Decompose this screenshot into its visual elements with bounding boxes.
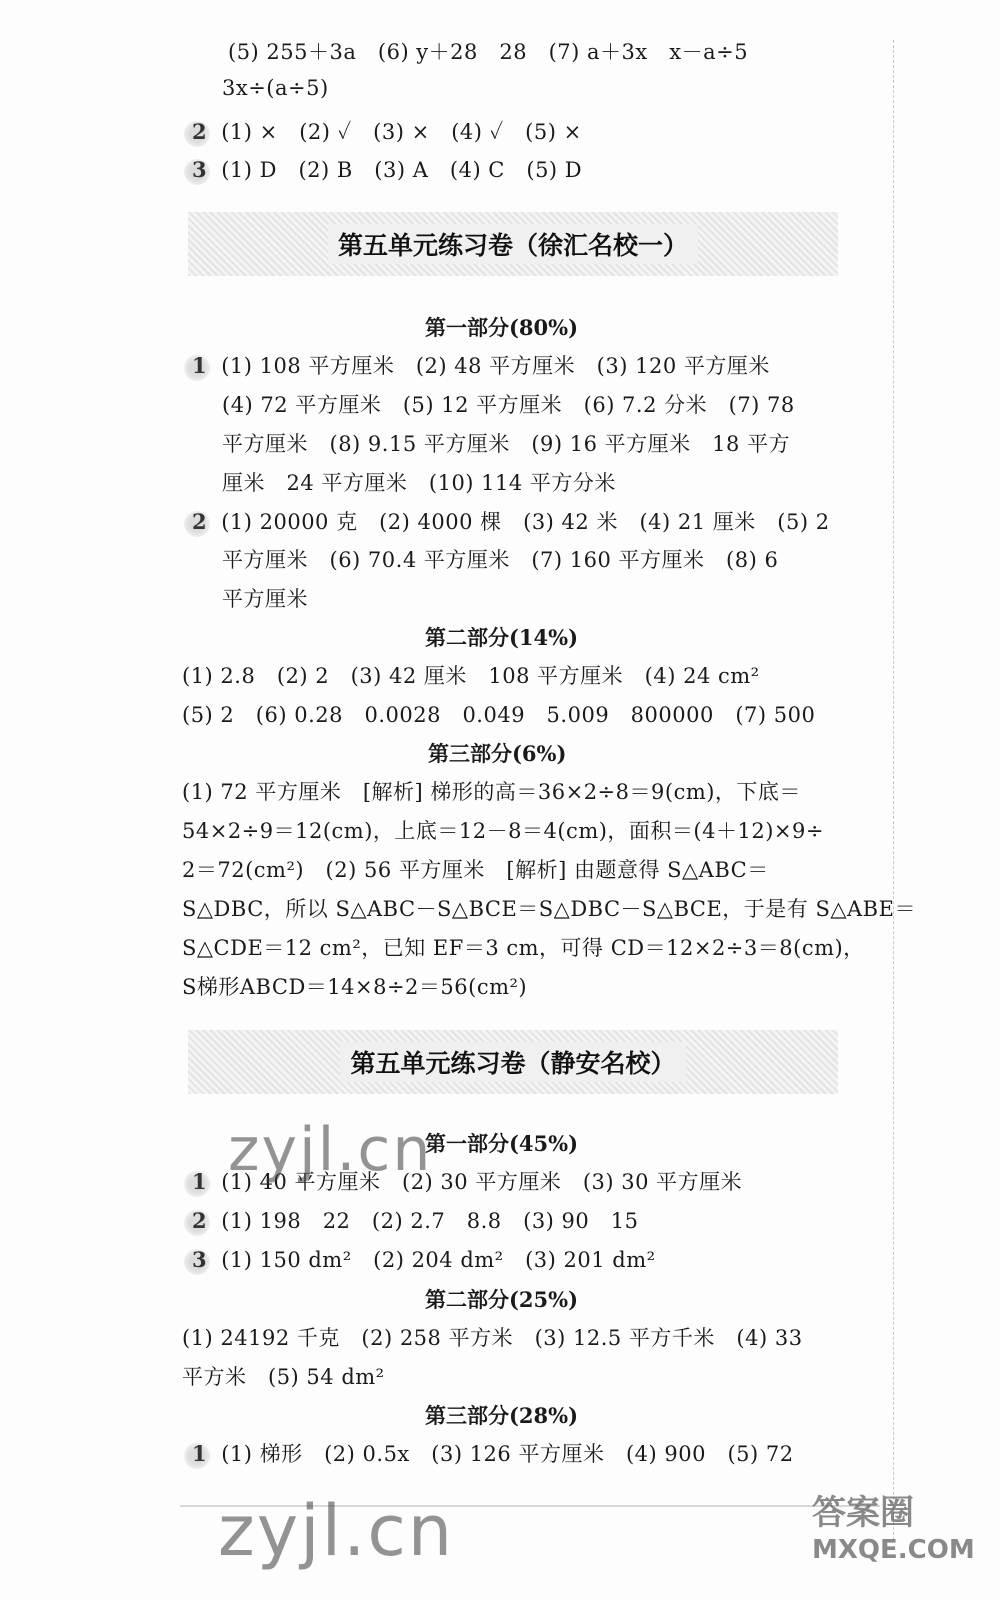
answer-line: (5) 255＋3a (6) y＋28 28 (7) a＋3x x－a÷5: [228, 40, 749, 64]
part-title: 第二部分(14%): [425, 625, 579, 650]
question-row-1: [192, 350, 770, 380]
part-title: 第一部分(45%): [425, 1131, 579, 1156]
watermark-url: MXQE.COM: [812, 1535, 975, 1565]
section-banner: [188, 212, 838, 276]
question-number: 2: [192, 509, 214, 534]
watermark-text: zyjl.cn: [218, 1490, 455, 1572]
answer-line: 54×2÷9＝12(cm)，上底＝12－8＝4(cm)，面积＝(4＋12)×9÷: [182, 819, 824, 843]
part-title: 第三部分(28%): [425, 1403, 579, 1428]
answer-text: (1) 40 平方厘米 (2) 30 平方厘米 (3) 30 平方厘米: [221, 1170, 743, 1194]
question-number: 1: [192, 1441, 214, 1466]
watermark-logo: 答案圈: [812, 1493, 914, 1533]
answer-line: 平方厘米 (6) 70.4 平方厘米 (7) 160 平方厘米 (8) 6: [222, 548, 779, 572]
part-title: 第一部分(80%): [425, 315, 579, 340]
answer-line: S△DBC，所以 S△ABC－S△BCE＝S△DBC－S△BCE，于是有 S△ABE＝: [182, 897, 916, 921]
answer-line: (1) 24192 千克 (2) 258 平方米 (3) 12.5 平方千米 (4) 33: [182, 1326, 803, 1350]
answer-line: 3x÷(a÷5): [222, 76, 329, 100]
question-row-3: [192, 154, 582, 184]
question-row-2: [192, 1205, 639, 1235]
question-row-3: [192, 1244, 656, 1274]
column-divider: [893, 40, 894, 1540]
answer-line: S梯形ABCD＝14×8÷2＝56(cm²): [182, 975, 528, 999]
question-row-1: [192, 1438, 794, 1468]
watermark-text: zyjl.cn: [228, 1115, 433, 1185]
answer-line: S△CDE＝12 cm²，已知 EF＝3 cm，可得 CD＝12×2÷3＝8(cm)，: [182, 936, 865, 960]
question-number: 1: [192, 353, 214, 378]
answer-line: 厘米 24 平方厘米 (10) 114 平方分米: [222, 471, 616, 495]
answer-text: (1) × (2) ✓ (3) × (4) ✓ (5) ×: [221, 120, 582, 144]
answer-line: 平方厘米 (8) 9.15 平方厘米 (9) 16 平方厘米 18 平方: [222, 432, 791, 456]
answer-text: (1) 梯形 (2) 0.5x (3) 126 平方厘米 (4) 900 (5) 72: [221, 1442, 794, 1466]
question-number: 2: [192, 119, 214, 144]
section-banner: [188, 1030, 838, 1094]
answer-text: (1) 198 22 (2) 2.7 8.8 (3) 90 15: [221, 1209, 639, 1233]
answer-text: (1) 20000 克 (2) 4000 棵 (3) 42 米 (4) 21 厘米 (5) 2: [221, 510, 830, 534]
question-number: 1: [192, 1169, 214, 1194]
answer-text: (1) D (2) B (3) A (4) C (5) D: [221, 158, 583, 182]
question-number: 3: [192, 157, 214, 182]
answer-line: 2＝72(cm²) (2) 56 平方厘米 [解析] 由题意得 S△ABC＝: [182, 858, 769, 882]
section-title: 第五单元练习卷（静安名校）: [340, 1042, 685, 1082]
answer-line: (1) 2.8 (2) 2 (3) 42 厘米 108 平方厘米 (4) 24 cm²: [182, 664, 760, 688]
answer-line: (5) 2 (6) 0.28 0.0028 0.049 5.009 800000 (7) 500: [182, 703, 816, 727]
answer-line: (4) 72 平方厘米 (5) 12 平方厘米 (6) 7.2 分米 (7) 78: [222, 393, 795, 417]
answer-line: (1) 72 平方厘米 [解析] 梯形的高＝36×2÷8＝9(cm)，下底＝: [182, 780, 801, 804]
question-number: 3: [192, 1247, 214, 1272]
question-number: 2: [192, 1208, 214, 1233]
section-title: 第五单元练习卷（徐汇名校一）: [328, 224, 698, 264]
answer-text: (1) 150 dm² (2) 204 dm² (3) 201 dm²: [221, 1248, 656, 1272]
question-row-2: [192, 506, 830, 536]
part-title: 第三部分(6%): [428, 741, 567, 766]
question-row-2: [192, 116, 582, 146]
answer-line: 平方米 (5) 54 dm²: [182, 1365, 385, 1389]
answer-text: (1) 108 平方厘米 (2) 48 平方厘米 (3) 120 平方厘米: [221, 354, 770, 378]
answer-line: 平方厘米: [222, 587, 308, 611]
part-title: 第二部分(25%): [425, 1287, 579, 1312]
